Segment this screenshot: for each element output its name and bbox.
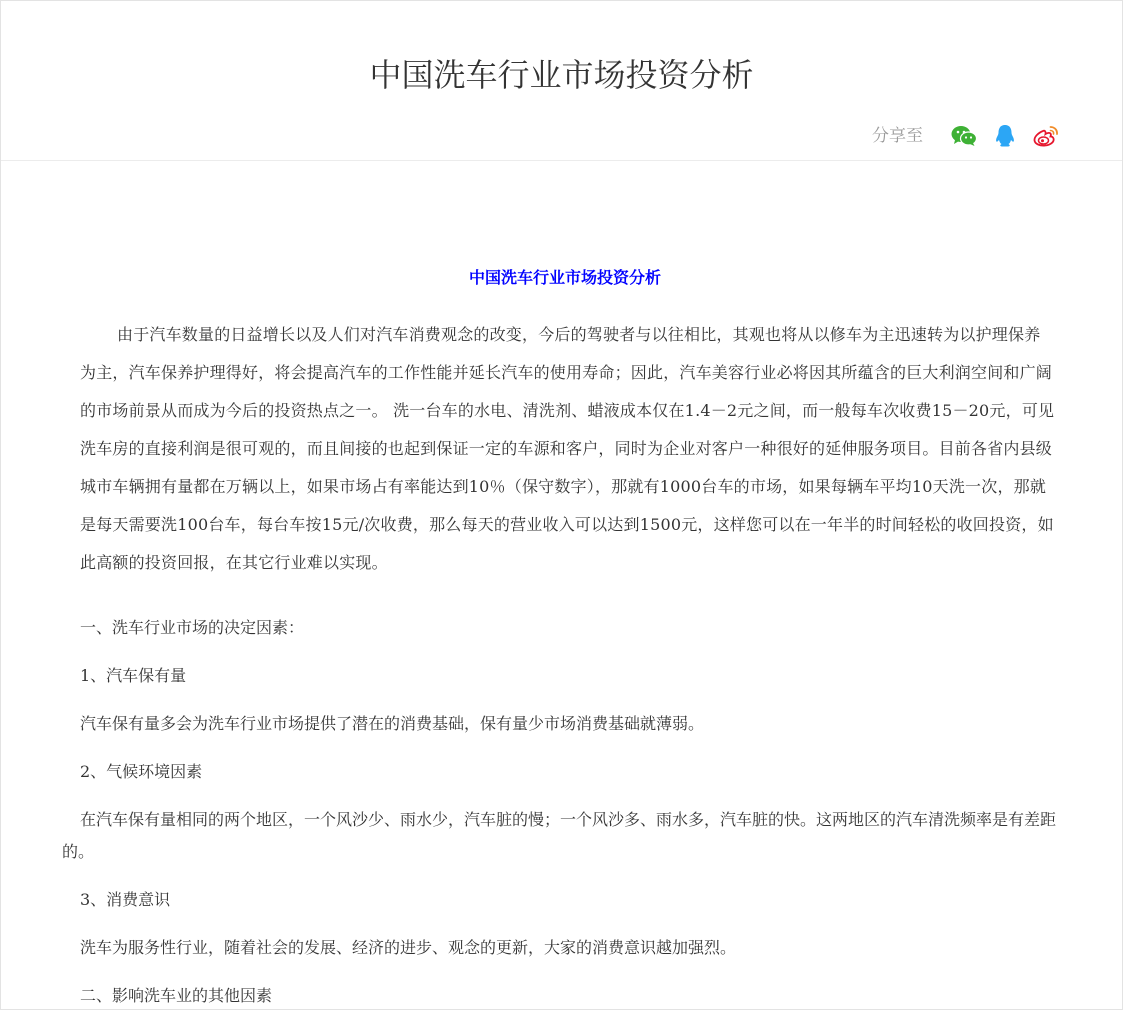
factor-3-title: 3、消费意识 (80, 890, 171, 909)
factor-1-title: 1、汽车保有量 (80, 666, 187, 685)
page-title: 中国洗车行业市场投资分析 (369, 56, 754, 94)
article-heading: 中国洗车行业市场投资分析 (468, 268, 661, 287)
section-1-title: 一、洗车行业市场的决定因素： (80, 618, 305, 637)
wechat-icon (951, 125, 977, 147)
qq-icon (995, 124, 1015, 148)
weibo-icon (1032, 124, 1060, 148)
wechat-share-button[interactable] (950, 122, 978, 150)
factor-2-title: 2、气候环境因素 (80, 762, 203, 781)
share-bar (872, 120, 1060, 152)
factor-3-text: 洗车为服务性行业，随着社会的发展、经济的进步、观念的更新，大家的消费意识越加强烈。 (80, 938, 737, 957)
qq-share-button[interactable] (991, 122, 1019, 150)
article-body (62, 256, 1080, 1010)
share-label: 分享至 (872, 126, 923, 146)
factor-1-text: 汽车保有量多会为洗车行业市场提供了潜在的消费基础，保有量少市场消费基础就薄弱。 (80, 714, 705, 733)
intro-paragraph: 由于汽车数量的日益增长以及人们对汽车消费观念的改变，今后的驾驶者与以往相比，其观也将从以修车为主迅速转为以护理保养为主，汽车保养护理得好，将会提高汽车的工作性能并延长汽车的使用寿命；因此，汽车美容行业必将因其所蕴含的巨大利润空间和广阔的市场前景从而成为今后的投资热点之一。 洗一台车的水电、清洗剂、蜡液成本仅在1.4－2元之间，而一般每车次收费15－20元，可见洗车房的直接利润是很可观的，而且间接的也起到保证一定的车源和客户，同时为企业对客户一种很好的延伸服务项目。目前各省内县级城市车辆拥有量都在万辆以上，如果市场占有率能达到10％（保守数字），那就有1000台车的市场，如果每辆车平均10天洗一次，那就是每天需要洗100台车，每台车按15元/次收费，那么每天的营业收入可以达到1500元，这样您可以在一年半的时间轻松的收回投资，如此高额的投资回报，在其它行业难以实现。 (80, 325, 1055, 572)
section-2-title: 二、影响洗车业的其他因素 (80, 986, 273, 1005)
weibo-share-button[interactable] (1032, 122, 1060, 150)
factor-2-text: 在汽车保有量相同的两个地区，一个风沙少、雨水少，汽车脏的慢；一个风沙多、雨水多，汽车脏的快。这两地区的汽车清洗频率是有差距的。 (62, 810, 1057, 861)
page-header (1, 1, 1122, 161)
